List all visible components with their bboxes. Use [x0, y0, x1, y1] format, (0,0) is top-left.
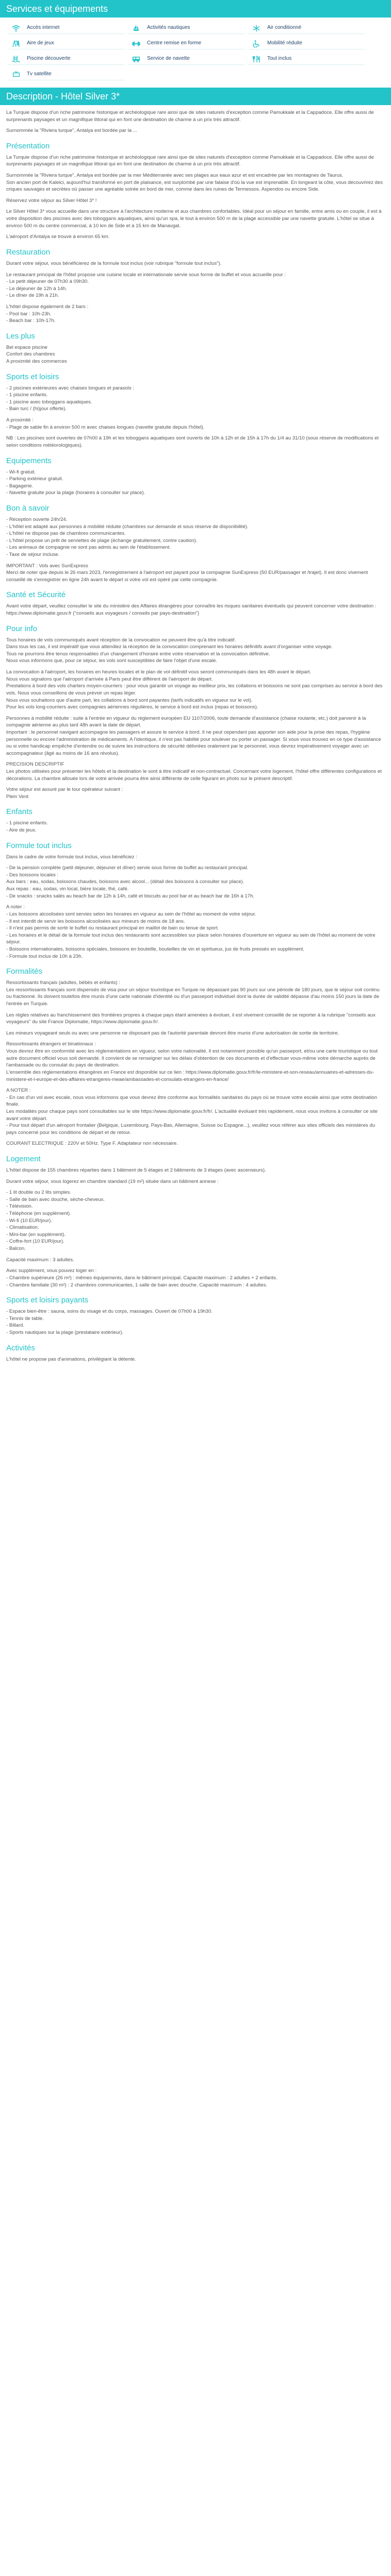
equipment-item: [249, 23, 365, 34]
description-section: [6, 504, 384, 583]
description-content: [0, 105, 391, 1363]
section-paragraph: Capacité maximum : 3 adultes.: [6, 1257, 74, 1263]
section-heading: Pour info: [6, 624, 38, 633]
section-heading: Logement: [6, 1154, 41, 1163]
description-section: [6, 456, 384, 497]
description-section: [6, 1344, 384, 1363]
section-heading: Sports et loisirs payants: [6, 1296, 89, 1305]
section-paragraph: A proximité : - Plage de sable fin à environ 500 m avec chaises longues (navette gratuite depuis l'hôtel).: [6, 417, 205, 430]
section-paragraph: Votre séjour est assuré par le tour opérateur suivant : Plein Vent: [6, 787, 123, 800]
section-paragraph: - De la pension complète (petit déjeuner, déjeuner et dîner) servie sous forme de buffet au restaurant principal. - Des boissons locales : Aux bars : eau, sodas, boissons chaudes, boissons avec alcool... (détail des boissons à consulter sur place). Aux repas : eau, sodas, vin local, bière locale, thé, café. - De snacks : snacks salés au beach bar de 12h à 14h, café et biscuits au pool bar et au beach bar de 16h à 17h.: [6, 865, 255, 899]
section-paragraph: NB : Les piscines sont ouvertes de 07h00 à 19h et les toboggans aquatiques sont ouverts de 10h à 12h et de 15h à 17h du 1/4 au 31/10 (sous réserve de modifications et selon conditions météorologiques).: [6, 435, 379, 448]
equipment-title: Services et équipements: [0, 0, 391, 18]
section-paragraph: Les mineurs voyageant seuls ou avec une personne ne disposant pas de l'autorité parentale devront être munis d'une autorisation de sortie de territoire.: [6, 1030, 339, 1036]
fitness-icon: [132, 40, 141, 48]
equipment-label: Aire de jeux: [27, 40, 54, 46]
equipment-item: [8, 23, 124, 34]
description-title: Description - Hôtel Silver 3*: [0, 88, 391, 105]
section-paragraph: - 1 lit double ou 2 lits simples. - Salle de bain avec douche, sèche-cheveux. - Télévision. - Téléphone (en supplément). - Wi-fi (10 EUR/jour). - Climatisation. - Mini-bar (en supplément). - Coffre-fort (10 EUR/jour). - Balcon.: [6, 1190, 105, 1252]
section-heading: Enfants: [6, 807, 32, 817]
wifi-icon: [11, 24, 21, 32]
equipment-item: [249, 38, 365, 49]
snowflake-icon: [252, 24, 261, 32]
equipment-item: [128, 23, 245, 34]
tv-satellite-icon: [11, 71, 21, 79]
playground-icon: [11, 40, 21, 48]
equipment-label: Centre remise en forme: [147, 40, 202, 46]
equipment-label: Activités nautiques: [147, 25, 190, 31]
pool-icon: [11, 55, 21, 63]
section-paragraph: Le restaurant principal de l'hôtel propose une cuisine locale et internationale servie sous forme de buffet et vous accueille pour : - Le petit déjeuner de 07h30 à 09h30. - Le déjeuner de 12h à 14h. - Le dîner de 19h à 21h.: [6, 272, 286, 299]
section-paragraph: - Wi-fi gratuit. - Parking extérieur gratuit. - Bagagerie. - Navette gratuite pour la plage (horaires à consulter sur place).: [6, 469, 145, 496]
description-section: [6, 248, 384, 325]
section-paragraph: Dans le cadre de votre formule tout inclus, vous bénéficiez :: [6, 854, 137, 860]
section-paragraph: Les règles relatives au franchissement des frontières propres à chaque pays étant amenées à évoluer, il est vivement conseillé de se reporter à la rubrique "conseils aux voyageurs" du site France Diplomatie, https://www.diplomatie.gouv.fr/.: [6, 1012, 376, 1025]
section-paragraph: Réservez votre séjour au Silver Hôtel 3* !: [6, 197, 97, 204]
section-paragraph: - Espace bien-être : sauna, soins du visage et du corps, massages. Ouvert de 07h00 à 19h30. - Tennis de table. - Billard. - Sports nautiques sur la plage (prestataire extérieur).: [6, 1309, 213, 1335]
section-heading: Les plus: [6, 331, 35, 341]
section-paragraph: - 1 piscine enfants. - Aire de jeux.: [6, 820, 48, 834]
equipment-label: Piscine découverte: [27, 56, 71, 62]
description-section: [6, 807, 384, 834]
section-paragraph: A noter : - Les boissons alcoolisées sont servies selon les horaires en vigueur au sein de l'hôtel au moment de votre séjour. - Il est interdit de servir les boissons alcoolisées aux mineurs de moins de 18 ans. - Il n'est pas permis de sortir le buffet ou restaurant principal en maillot de bain ou tenue de sport. - Les horaires et le détail de la formule tout inclus des restaurants sont accessibles sur place selon horaires d'ouverture en vigueur au sein de l'hôtel au moment de votre séjour. - Boissons internationales, boissons spéciales, boissons en bouteille, bouteilles de vin et spiritueux, jus de fruits pressés en supplément. - Formule tout inclus de 10h à 23h.: [6, 904, 376, 959]
equipment-item: [8, 69, 124, 80]
section-paragraph: Tous horaires de vols communiqués avant réception de la convocation ne peuvent être qu'à titre indicatif. Dans tous les cas, il est impératif que vous attendiez la réception de la convocation comprenant les horaires définitifs avant d'organiser votre voyage. Tous ne pourrons être tenus responsables d'un changement d'horaire entre votre réservation et la convocation définitive. Nous vous informons que, pour ce séjour, les vols sont susceptibles de faire l'objet d'une escale.: [6, 637, 333, 664]
section-paragraph: Durant votre séjour, vous bénéficierez de la formule tout inclus (voir rubrique "formule tout inclus").: [6, 260, 222, 266]
section-paragraph: Personnes à mobilité réduite : suite à l'entrée en vigueur du règlement européen EU 1107/2006, toute demande d'assistance (chaise roulante, etc.) doit parvenir à la compagnie aérienne au plus tard 48h avant la date de départ. Important : le personnel navigant accompagne les passagers et assure le service à bord. Il ne peut cependant pas apporter son aide pour la prise des repas, l'hygiène personnelle ou encore l'administration de médicaments. A l'identique, il n'est pas habilité pour soulever ou porter un passager. Si vous vous trouvez en ce type d'assistance ou si votre handicap empêche d'entendre ou de suivre les instructions de sécurité délivrées oralement par le personnel, vous devrez impérativement voyager avec un accompagnateur (âgé au moins de 16 ans révolus).: [6, 715, 381, 756]
section-paragraph: PRECISION DESCRIPTIF Les photos utilisées pour présenter les hôtels et la destination le sont à titre indicatif et non-contractuel. Concernant votre logement, l'hôtel offre différentes configurations et décorations. La chambre allouée lors de votre arrivée pourra être ainsi différente de celle figurant en photo sur le présent descriptif.: [6, 761, 382, 782]
description-section: [6, 105, 384, 134]
equipment-list: [0, 19, 391, 83]
wheelchair-icon: [252, 40, 261, 48]
section-paragraph: L'aéroport d'Antalya se trouve à environ 65 km.: [6, 234, 110, 240]
section-heading: Santé et Sécurité: [6, 590, 66, 600]
section-paragraph: IMPORTANT : Vols avec SunExpress Merci de noter que depuis le 26 mars 2023, l'enregistrement à l'aéroport est payant pour la compagnie SunExpress (50 EUR/passager et /trajet). Il est donc vivement conseillé de s'enregistrer en ligne 24h avant le départ si votre vol est opéré par cette compagnie.: [6, 563, 368, 583]
section-paragraph: Avec supplément, vous pouvez loger en : - Chambre supérieure (26 m²) : mêmes équipements, dans le bâtiment principal. Capacité maximum : 2 adultes + 2 enfants. - Chambre familiale (30 m²) : 2 chambres communicantes, 1 salle de bain avec douche. Capacité maximum : 4 adultes.: [6, 1268, 278, 1288]
section-paragraph: L'hôtel ne propose pas d'animations, privilégiant la détente.: [6, 1356, 136, 1362]
equipment-label: Accès internet: [27, 25, 60, 31]
section-paragraph: Surnommée la "Riviera turque", Antalya est bordée par la mer Méditerranée avec ses plages aux eaux azur et est encadrée par les montagnes de Taurus. Son ancien port de Kaleici, aujourd'hui transformé en port de plaisance, est surplombé par une falaise d'où la vue est imprenable. En longeant la côte, vous découvrirez des criques sauvages et secrètes où passer une agréable soirée en bord de mer, comme dans les ruines de Termessos. Aspendos ou encore Side.: [6, 173, 383, 193]
equipment-label: Air conditionné: [267, 25, 302, 31]
equipment-label: Service de navette: [147, 56, 190, 62]
description-section: [6, 372, 384, 449]
section-paragraph: La Turquie dispose d'un riche patrimoine historique et archéologique rare ainsi que de sites naturels d'exception comme Pamukkale et la Cappadoce. Elle offre aussi de surprenants paysages et un magnifique littoral qui en font une destination de charme à un prix très attractif.: [6, 154, 374, 167]
section-heading: Formule tout inclus: [6, 841, 72, 850]
section-heading: Activités: [6, 1343, 35, 1352]
equipment-label: Tv satellite: [27, 71, 52, 77]
section-paragraph: La Turquie dispose d'un riche patrimoine historique et archéologique rare ainsi que de sites naturels d'exception comme Pamukkale et la Cappadoce. Elle offre aussi de surprenants paysages et un magnifique littoral qui en font une destination de charme à un prix très attractif.: [6, 110, 374, 123]
section-paragraph: Durant votre séjour, vous logerez en chambre standard (19 m²) située dans un bâtiment annexe :: [6, 1178, 219, 1184]
section-paragraph: Surnommée la "Riviera turque", Antalya est bordée par la ...: [6, 128, 137, 134]
section-paragraph: - Réception ouverte 24h/24. - L'hôtel est adapté aux personnes à mobilité réduite (chambres sur demande et sous réserve de disponibilité). - L'hôtel ne dispose pas de chambres communicantes. - L'hôtel propose un prêt de serviettes de plage (échange gratuitement, contre caution). - Les animaux de compagnie ne sont pas admis au sein de l'établissement. - Taxe de séjour incluse.: [6, 516, 249, 557]
equipment-item: [8, 38, 124, 49]
equipment-label: Mobilité réduite: [267, 40, 302, 46]
section-paragraph: Avant votre départ, veuillez consulter le site du ministère des Affaires étrangères pour connaître les risques sanitaires éventuels qui peuvent concerner votre destination : https://www.diplomatie.gouv.fr ("conseils aux voyageurs / conseils par pays-destination"): [6, 603, 377, 617]
section-spacer: [6, 105, 384, 109]
shuttle-icon: [132, 55, 141, 63]
equipment-item: [8, 54, 124, 65]
description-section: [6, 1155, 384, 1289]
description-section: [6, 841, 384, 960]
section-paragraph: COURANT ELECTRIQUE : 220V et 50Hz. Type F. Adaptateur non nécessaire.: [6, 1141, 178, 1147]
equipment-item: [128, 54, 245, 65]
description-section: [6, 590, 384, 617]
description-section: [6, 332, 384, 365]
section-heading: Sports et loisirs: [6, 372, 59, 381]
all-inclusive-icon: [252, 55, 261, 63]
description-section: [6, 967, 384, 1147]
section-paragraph: La convocation à l'aéroport, les horaires en heures locales et le plan de vol définitif vous seront communiqués dans les 48h avant le départ. Nous vous signalons que l'aéroport d'arrivée à Paris peut être différent de l'aéroport de départ. Prestations à bord des vols charters moyen-courriers : pour vous garantir un voyage au meilleur prix, les collations et boissons ne sont pas comprises au service à bord des vols. Nous vous conseillons de vous prévoir un repas léger. Nous vous souhaitons que d'autre part, les collations à bord sont payantes (tarifs indicatifs en vigueur sur le vol). Pour les vols long-courriers avec compagnies aériennes régulières, le service à bord est inclus (repas et boissons).: [6, 669, 383, 710]
equipment-item: [128, 38, 245, 49]
section-heading: Présentation: [6, 141, 50, 150]
section-paragraph: Ressortissants étrangers et binationaux : Vous devrez être en conformité avec les réglementations en vigueur, selon votre nationalité. Il est notamment possible qu'un passeport, et/ou une carte touristique ou tout autre document officiel vous soit demandé. Il convient de se renseigner sur les délais d'obtention de ces documents et d'effectuer vous-même votre démarche auprès de l'ambassade ou du consulat du pays de destination. L'ensemble des réglementations étrangères en France est disponible sur ce lien : https://www.diplomatie.gouv.fr/fr/le-ministere-et-son-reseau/annuaires-et-adresses-du-ministere-et-l-europe-et-des-affaires-etrangeres-meae/ambassades-et-consulats-etrangers-en-france/: [6, 1041, 378, 1082]
description-section: [6, 624, 384, 801]
section-heading: Formalités: [6, 967, 43, 976]
section-paragraph: Ressortissants français (adultes, bébés et enfants) : Les ressortissants français sont dispensés de visa pour un séjour touristique en Turquie ne dépassant pas 90 jours sur une période de 180 jours, que le séjour soit continu ou fractionné. Ils doivent toutefois être munis d'une carte nationale d'identité ou d'un passeport individuel dont la durée de validité dépasse d'au moins 150 jours la date de l'entrée en Turquie.: [6, 980, 380, 1007]
description-section: [6, 142, 384, 241]
boat-icon: [132, 24, 141, 32]
equipment-label: Tout inclus: [267, 56, 292, 62]
description-section: [6, 1296, 384, 1336]
section-paragraph: A NOTER : - En cas d'un vol avec escale, nous vous informons que vous devrez être conforme aux formalités sanitaires du pays où se trouve votre escale ainsi que votre destination finale. Les modalités pour chaque pays sont consultables sur le site https://www.diplomatie.gouv.fr/fr/. L'actualité évoluant très rapidement, nous vous invitons à consulter ce site avant votre départ. - Pour tout départ d'un aéroport frontalier (Belgique, Luxembourg, Pays-Bas, Allemagne, Suisse ou Espagne...), veuillez vous référer aux sites officiels des ministères du pays concerné pour les conditions de départ et de retour.: [6, 1088, 378, 1136]
section-heading: Bon à savoir: [6, 503, 50, 513]
section-heading: Restauration: [6, 247, 51, 257]
section-paragraph: Bel espace piscine Confort des chambres A proximité des commerces: [6, 344, 67, 365]
section-paragraph: Le Silver Hôtel 3* vous accueille dans une structure à l'architecture moderne et aux chambres confortables. Idéal pour un séjour en famille, entre amis ou en couple, il est à votre disposition des piscines avec des toboggans aquatiques, ainsi qu'un spa, le tout à environ 500 m de la plage accessible par une navette gratuite. L'hôtel se situe à environ 500 m du centre commercial, à 10 km de Side et à 15 km de Manavgat.: [6, 209, 382, 229]
section-paragraph: - 2 piscines extérieures avec chaises longues et parasols : - 1 piscine enfants. - 1 piscine avec toboggans aquatiques. - Bain turc / (hi)jour offerte).: [6, 385, 134, 412]
equipment-item: [249, 54, 365, 65]
section-paragraph: L'hôtel dispose également de 2 bars : - Pool bar : 10h-23h. - Beach bar : 10h-17h.: [6, 303, 89, 324]
section-paragraph: L'hôtel dispose de 155 chambres réparties dans 1 bâtiment de 5 étages et 2 bâtiments de 3 étages (avec ascenseurs).: [6, 1167, 266, 1173]
section-heading: Equipements: [6, 456, 52, 465]
